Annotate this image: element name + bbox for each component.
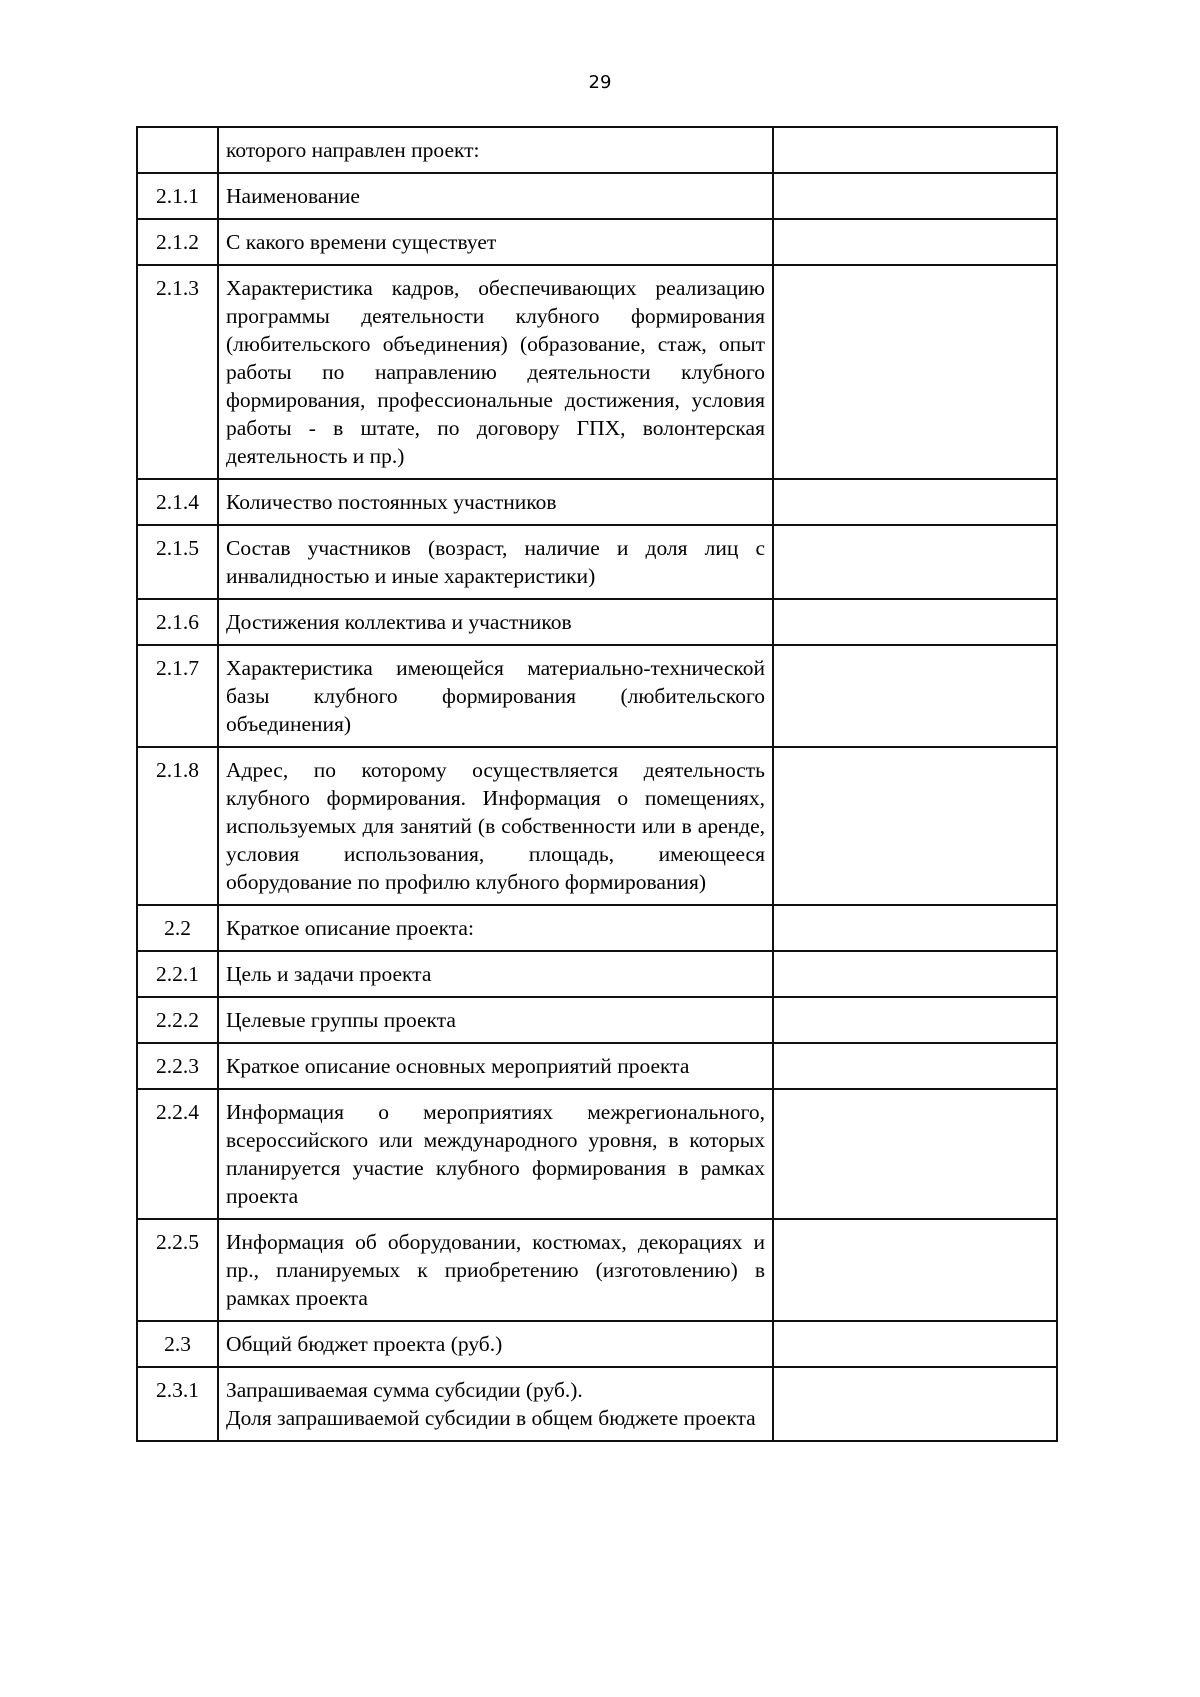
row-number: 2.2.5 bbox=[137, 1219, 218, 1321]
answer-cell[interactable] bbox=[773, 905, 1057, 951]
answer-cell[interactable] bbox=[773, 173, 1057, 219]
table-row bbox=[137, 951, 1057, 997]
answer-cell[interactable] bbox=[773, 645, 1057, 747]
row-description-line: Доля запрашиваемой субсидии в общем бюджете проекта bbox=[226, 1406, 756, 1430]
row-number: 2.1.4 bbox=[137, 479, 218, 525]
row-number bbox=[137, 127, 218, 173]
table-row bbox=[137, 905, 1057, 951]
row-number: 2.2.2 bbox=[137, 997, 218, 1043]
row-description: Краткое описание проекта: bbox=[218, 905, 773, 951]
answer-cell[interactable] bbox=[773, 219, 1057, 265]
table-row bbox=[137, 173, 1057, 219]
table-row bbox=[137, 599, 1057, 645]
table-row bbox=[137, 219, 1057, 265]
row-description: Характеристика кадров, обеспечивающих реализацию программы деятельности клубного формирования (любительского объединения) (образование, стаж, опыт работы по направлению деятельности клубного формирования, профессиональные достижения, условия работы - в штате, по договору ГПХ, волонтерская деятельность и пр.) bbox=[218, 265, 773, 479]
row-number: 2.1.6 bbox=[137, 599, 218, 645]
row-description: Общий бюджет проекта (руб.) bbox=[218, 1321, 773, 1367]
row-description: Цель и задачи проекта bbox=[218, 951, 773, 997]
row-number: 2.1.8 bbox=[137, 747, 218, 905]
table-row bbox=[137, 1089, 1057, 1219]
row-number: 2.1.2 bbox=[137, 219, 218, 265]
row-number: 2.2.4 bbox=[137, 1089, 218, 1219]
row-number: 2.2.1 bbox=[137, 951, 218, 997]
table-row bbox=[137, 645, 1057, 747]
table-row bbox=[137, 265, 1057, 479]
answer-cell[interactable] bbox=[773, 997, 1057, 1043]
table-row bbox=[137, 997, 1057, 1043]
page-number: 29 bbox=[588, 72, 612, 93]
answer-cell[interactable] bbox=[773, 747, 1057, 905]
table-row bbox=[137, 479, 1057, 525]
row-number: 2.3 bbox=[137, 1321, 218, 1367]
row-description: С какого времени существует bbox=[218, 219, 773, 265]
table-row bbox=[137, 1219, 1057, 1321]
answer-cell[interactable] bbox=[773, 1367, 1057, 1441]
answer-cell[interactable] bbox=[773, 1089, 1057, 1219]
row-description: Адрес, по которому осуществляется деятельность клубного формирования. Информация о помещениях, используемых для занятий (в собственности или в аренде, условия использования, площадь, имеющееся оборудование по профилю клубного формирования) bbox=[218, 747, 773, 905]
row-description-line: Запрашиваемая сумма субсидии (руб.). bbox=[226, 1378, 583, 1402]
row-description: Состав участников (возраст, наличие и доля лиц с инвалидностью и иные характеристики) bbox=[218, 525, 773, 599]
row-description: Информация о мероприятиях межрегионального, всероссийского или международного уровня, в которых планируется участие клубного формирования в рамках проекта bbox=[218, 1089, 773, 1219]
answer-cell[interactable] bbox=[773, 1043, 1057, 1089]
table-row bbox=[137, 747, 1057, 905]
answer-cell[interactable] bbox=[773, 1321, 1057, 1367]
row-description: которого направлен проект: bbox=[218, 127, 773, 173]
row-description bbox=[218, 1367, 773, 1441]
table-row bbox=[137, 525, 1057, 599]
row-description: Краткое описание основных мероприятий проекта bbox=[218, 1043, 773, 1089]
table-row bbox=[137, 1043, 1057, 1089]
row-description: Характеристика имеющейся материально-технической базы клубного формирования (любительского объединения) bbox=[218, 645, 773, 747]
table-row bbox=[137, 1367, 1057, 1441]
answer-cell[interactable] bbox=[773, 479, 1057, 525]
row-number: 2.1.5 bbox=[137, 525, 218, 599]
row-description: Наименование bbox=[218, 173, 773, 219]
answer-cell[interactable] bbox=[773, 1219, 1057, 1321]
application-form-table bbox=[136, 126, 1058, 1442]
row-number: 2.3.1 bbox=[137, 1367, 218, 1441]
table-row bbox=[137, 127, 1057, 173]
row-description: Целевые группы проекта bbox=[218, 997, 773, 1043]
row-description: Информация об оборудовании, костюмах, декорациях и пр., планируемых к приобретению (изготовлению) в рамках проекта bbox=[218, 1219, 773, 1321]
row-description: Достижения коллектива и участников bbox=[218, 599, 773, 645]
table-row bbox=[137, 1321, 1057, 1367]
row-number: 2.2.3 bbox=[137, 1043, 218, 1089]
row-number: 2.1.1 bbox=[137, 173, 218, 219]
row-number: 2.2 bbox=[137, 905, 218, 951]
row-number: 2.1.3 bbox=[137, 265, 218, 479]
answer-cell[interactable] bbox=[773, 127, 1057, 173]
answer-cell[interactable] bbox=[773, 951, 1057, 997]
row-number: 2.1.7 bbox=[137, 645, 218, 747]
row-description: Количество постоянных участников bbox=[218, 479, 773, 525]
answer-cell[interactable] bbox=[773, 265, 1057, 479]
answer-cell[interactable] bbox=[773, 599, 1057, 645]
answer-cell[interactable] bbox=[773, 525, 1057, 599]
